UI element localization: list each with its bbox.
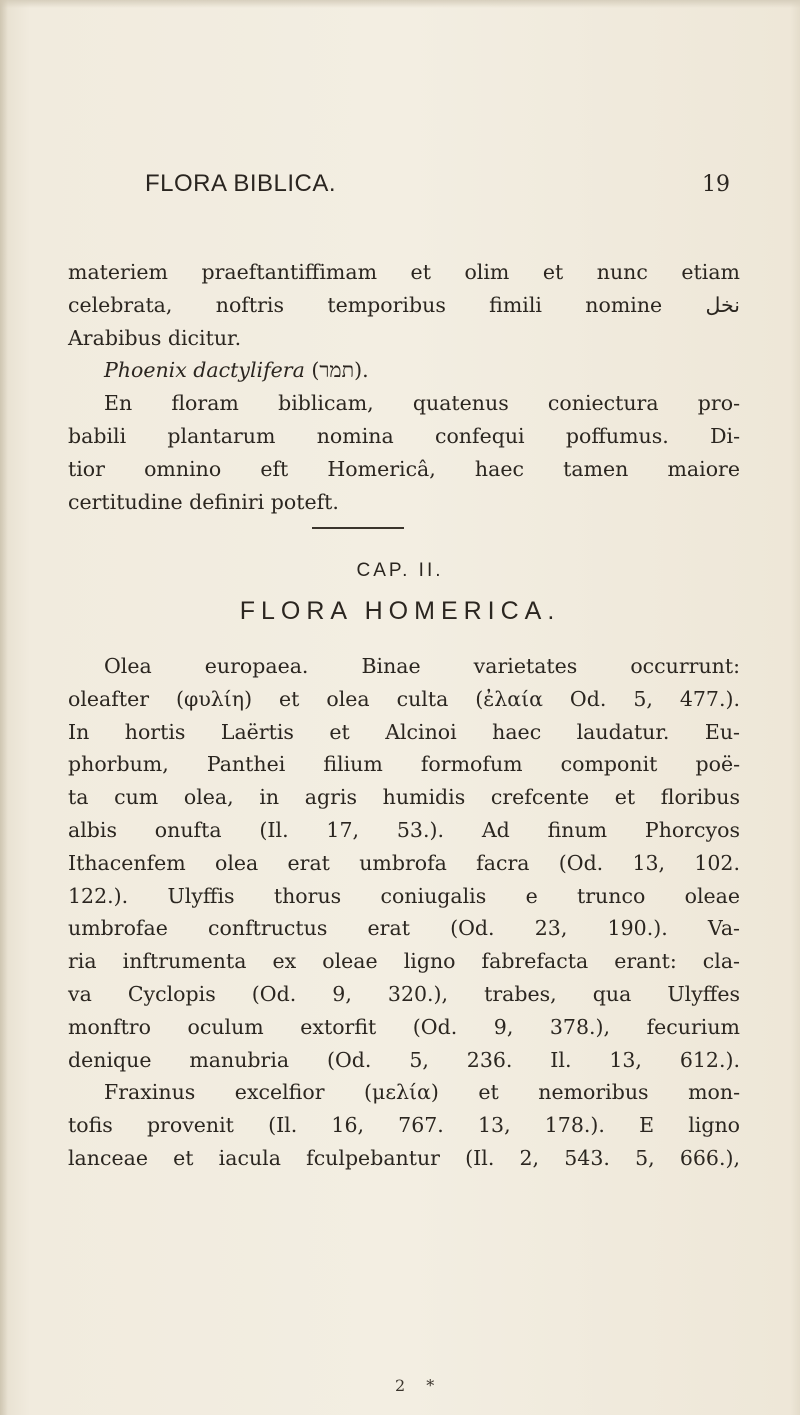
text-line: va Cyclopis (Od. 9, 320.), trabes, qua Ulyffes: [68, 981, 740, 1006]
text-line: Arabibus dicitur.: [68, 325, 242, 350]
section-divider-rule: [312, 527, 404, 529]
running-head-title: FLORA BIBLICA.: [145, 170, 337, 197]
text-line: oleafter (φυλίη) et olea culta (ἐλαία Od. 5, 477.).: [68, 686, 740, 711]
text-line: celebrata, noftris temporibus fimili nomine نخل: [68, 292, 740, 317]
signature-mark: 2 *: [395, 1376, 443, 1395]
species-name: Phoenix dactylifera: [104, 358, 305, 383]
text-line: tior omnino eft Homericâ, haec tamen maiore: [68, 456, 740, 481]
page-number: 19: [702, 172, 730, 197]
text-line: Olea europaea. Binae varietates occurrunt:: [104, 654, 740, 678]
text-line: certitudine definiri poteft.: [68, 489, 339, 514]
text-line: phorbum, Panthei filium formofum componit poë-: [68, 752, 740, 777]
text-line: Fraxinus excelfior (μελία) et nemoribus mon-: [104, 1080, 740, 1105]
chapter-title: FLORA HOMERICA.: [239, 597, 561, 625]
text-line: 122.). Ulyffis thorus coniugalis e trunco oleae: [68, 883, 740, 908]
page-binding-shadow: [0, 0, 8, 1415]
text-line: umbrofae conftructus erat (Od. 23, 190.). Va-: [68, 916, 740, 941]
text-line: monftro oculum extorfit (Od. 9, 378.), fecurium: [68, 1014, 740, 1039]
text-line: In hortis Laërtis et Alcinoi haec laudatur. Eu-: [68, 719, 740, 744]
page-top-edge-shadow: [0, 0, 800, 8]
chapter-number: CAP. II.: [356, 560, 444, 581]
text-line: ria inftrumenta ex oleae ligno fabrefacta erant: cla-: [68, 949, 740, 974]
hebrew-name: (תמר).: [311, 358, 369, 383]
text-line: babili plantarum nomina confequi poffumus. Di-: [68, 423, 740, 448]
paragraph-block-2: [68, 650, 740, 1175]
paragraph-block-1: [68, 256, 740, 518]
text-line: Ithacenfem olea erat umbrofa facra (Od. 13, 102.: [68, 850, 740, 875]
text-line: albis onufta (Il. 17, 53.). Ad finum Phorcyos: [68, 817, 740, 842]
running-head: [145, 170, 730, 206]
text-line: tofis provenit (Il. 16, 767. 13, 178.). E ligno: [68, 1113, 740, 1138]
text-line-species-heading: [68, 354, 740, 387]
text-line: lanceae et iacula fculpebantur (Il. 2, 543. 5, 666.),: [68, 1145, 740, 1170]
text-line: ta cum olea, in agris humidis crefcente et floribus: [68, 785, 740, 810]
text-line: denique manubria (Od. 5, 236. Il. 13, 612.).: [68, 1047, 740, 1072]
text-line: materiem praeftantiffimam et olim et nunc etiam: [68, 260, 740, 284]
text-line: En floram biblicam, quatenus coniectura pro-: [104, 391, 740, 416]
